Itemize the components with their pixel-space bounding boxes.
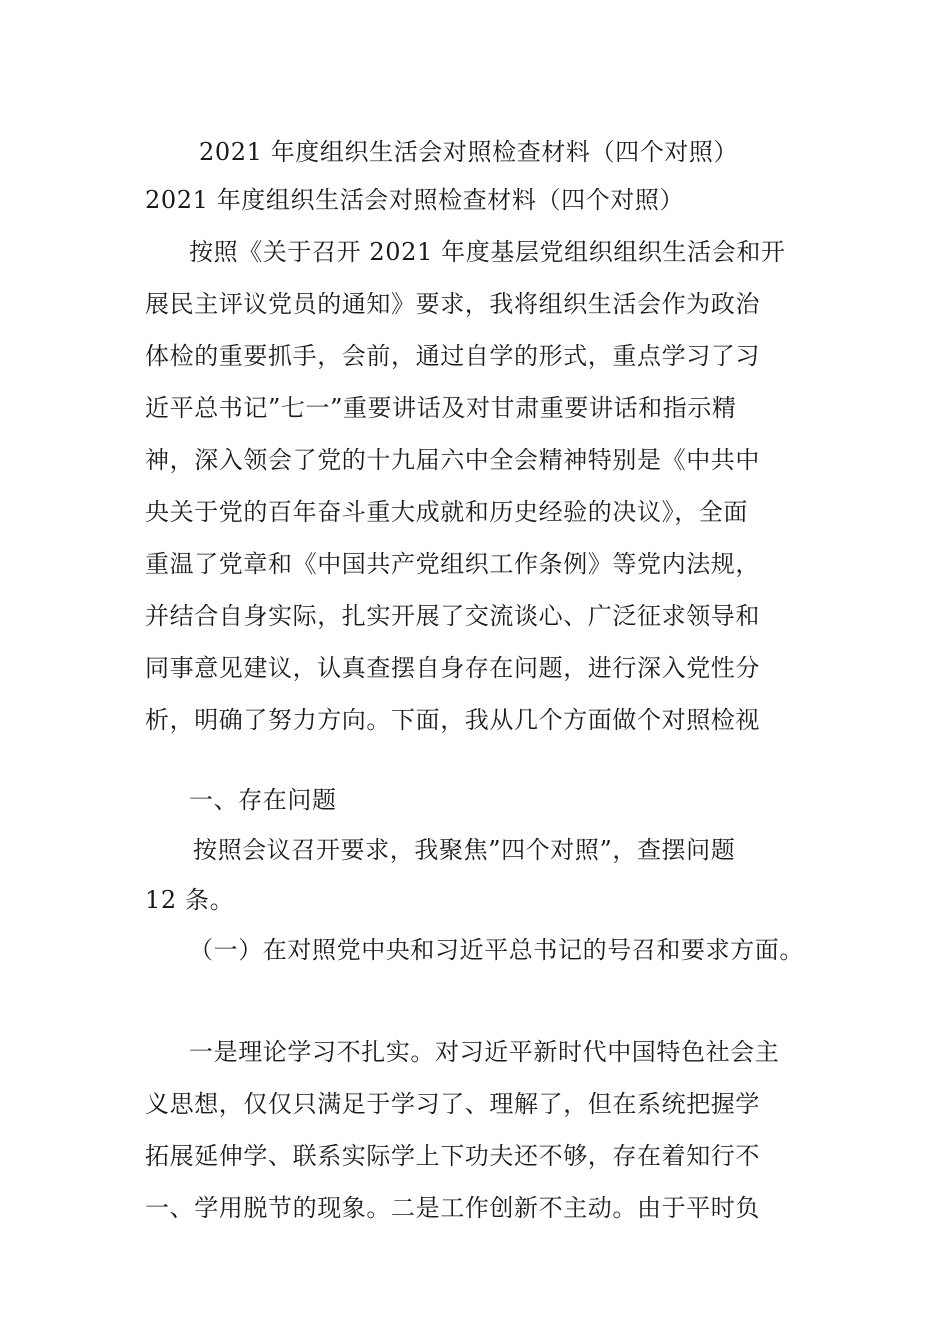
intro-paragraph-line: 央关于党的百年奋斗重大成就和历史经验的决议》，全面 xyxy=(145,498,748,526)
summary-line: 按照会议召开要求，我聚焦”四个对照”，查摆问题 xyxy=(193,836,736,864)
intro-paragraph-line: 析，明确了努力方向。下面，我从几个方面做个对照检视 xyxy=(145,706,760,734)
intro-paragraph-line: 同事意见建议，认真查摆自身存在问题，进行深入党性分 xyxy=(145,654,760,682)
intro-paragraph-line: 体检的重要抓手，会前，通过自学的形式，重点学习了习 xyxy=(145,342,760,370)
intro-paragraph-line: 并结合自身实际，扎实开展了交流谈心、广泛征求领导和 xyxy=(145,602,760,630)
document-title: 2021 年度组织生活会对照检查材料（四个对照） xyxy=(145,186,685,214)
body-paragraph-line: 义思想，仅仅只满足于学习了、理解了，但在系统把握学 xyxy=(145,1090,760,1118)
body-paragraph-line: 一是理论学习不扎实。对习近平新时代中国特色社会主 xyxy=(189,1038,780,1066)
summary-line: 12 条。 xyxy=(145,886,235,914)
intro-paragraph-line: 神，深入领会了党的十九届六中全会精神特别是《中共中 xyxy=(145,446,760,474)
intro-paragraph-line: 展民主评议党员的通知》要求，我将组织生活会作为政治 xyxy=(145,290,760,318)
document-title-centered: 2021 年度组织生活会对照检查材料（四个对照） xyxy=(199,138,739,166)
body-paragraph-line: 一、学用脱节的现象。二是工作创新不主动。由于平时负 xyxy=(145,1194,760,1222)
subsection-heading: （一）在对照党中央和习近平总书记的号召和要求方面。 xyxy=(189,936,804,964)
body-paragraph-line: 拓展延伸学、联系实际学上下功夫还不够，存在着知行不 xyxy=(145,1142,760,1170)
intro-paragraph-line: 近平总书记”七一”重要讲话及对甘肃重要讲话和指示精 xyxy=(145,394,737,422)
intro-paragraph-line: 重温了党章和《中国共产党组织工作条例》等党内法规， xyxy=(145,550,760,578)
section-heading: 一、存在问题 xyxy=(189,786,337,814)
intro-paragraph-line: 按照《关于召开 2021 年度基层党组织组织生活会和开 xyxy=(189,238,786,266)
